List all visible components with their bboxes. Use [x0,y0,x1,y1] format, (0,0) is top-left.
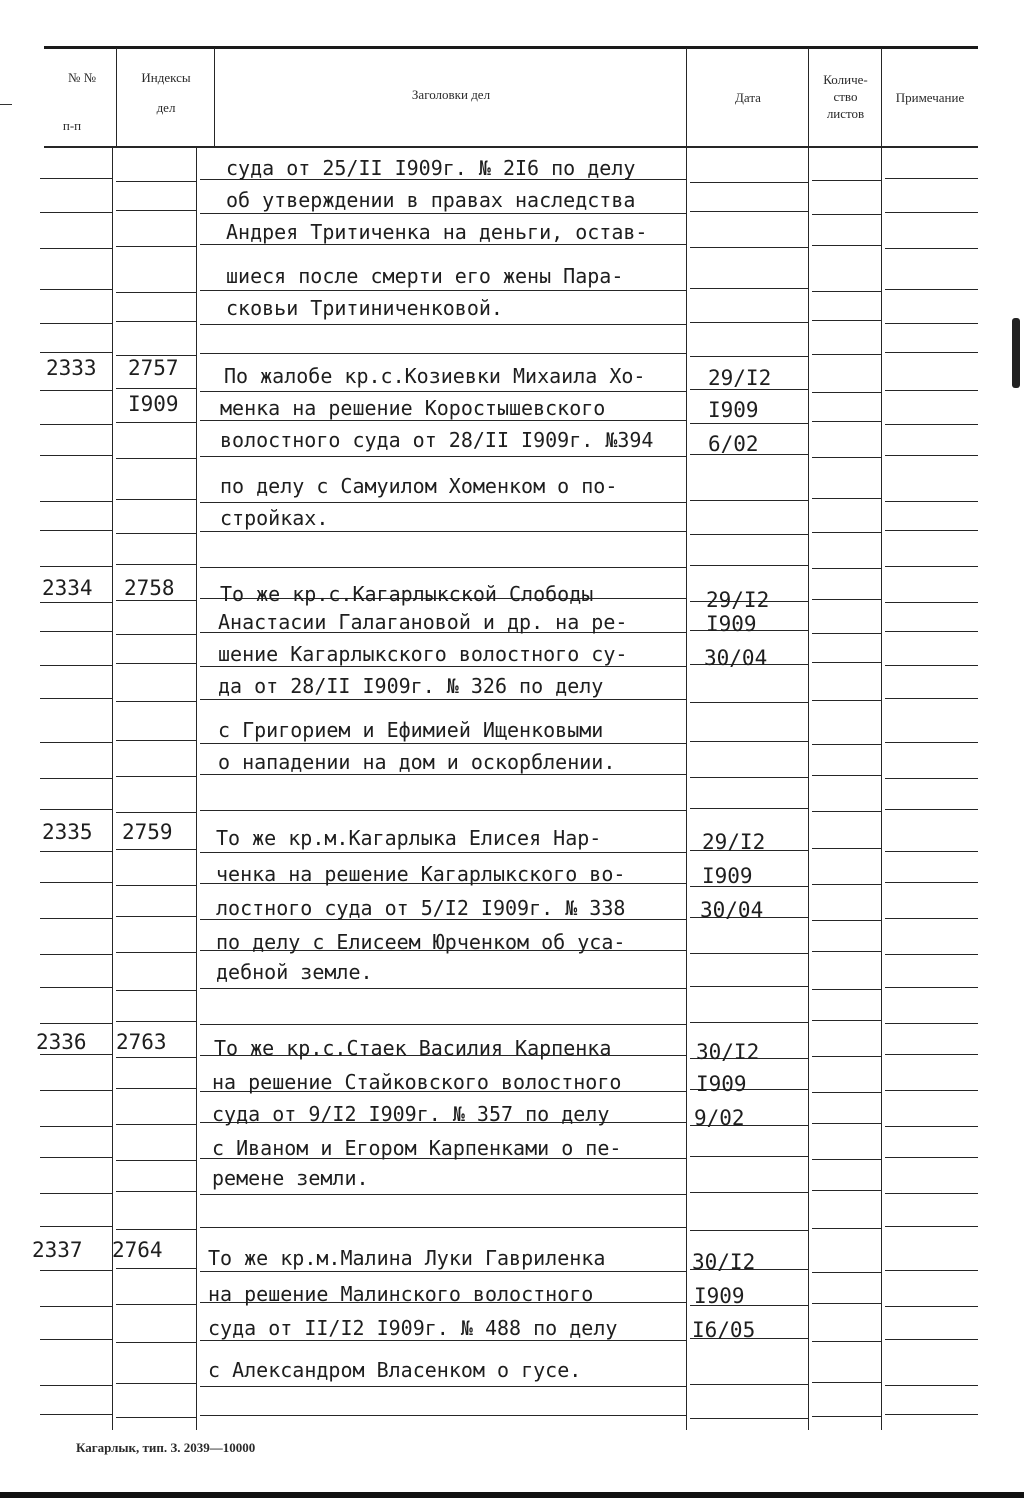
entry-title-line: Анастасии Галагановой и др. на ре- [218,610,628,634]
entry-date: 30/04 [704,646,768,670]
header-num-bottom: п-п [62,118,82,133]
ruled-line [885,1193,978,1194]
ruled-line [690,1230,808,1231]
entry-title-line: с Григорием и Ефимией Ищенковыми [218,718,604,742]
entry-title-line: суда от 9/I2 I909г. № 357 по делу [212,1102,610,1126]
ruled-line [116,564,196,565]
printer-imprint: Кагарлык, тип. З. 2039—10000 [76,1440,256,1455]
scan-edge [0,1492,1024,1498]
header-sep-1 [116,48,117,146]
ruled-line [200,1194,686,1195]
ruled-line [885,1270,978,1271]
entry-date: I909 [706,612,757,636]
ruled-line [116,458,196,459]
header-titles: Заголовки дел [411,87,491,102]
ruled-line [116,1088,196,1089]
ruled-line [690,1192,808,1193]
ruled-line [40,1306,112,1307]
ruled-line [116,1021,196,1022]
ruled-line [116,1342,196,1343]
ruled-line [812,744,881,745]
ruled-line [40,987,112,988]
ruled-line [116,663,196,664]
entry-title-line: менка на решение Коростышевского [220,396,606,420]
entry-index: 2758 [124,576,175,600]
header-sep-2 [214,48,215,146]
ruled-line [812,775,881,776]
ruled-line [690,741,808,742]
ruled-line [40,809,112,810]
ruled-line [812,245,881,246]
ruled-line [40,1414,112,1415]
ruled-line [116,388,196,389]
ruled-line [812,848,881,849]
ruled-line [40,882,112,883]
ruled-line [116,916,196,917]
ruled-line [690,986,808,987]
ruled-line [40,631,112,632]
entry-title-line: лостного суда от 5/I2 I909г. № 338 [216,896,626,920]
ruled-line [812,1092,881,1093]
header-bottom-rule [44,146,978,148]
ruled-line [690,1418,808,1419]
entry-title-line: ченка на решение Кагарлыкского во- [216,862,626,886]
ruled-line [116,1191,196,1192]
entry-number: 2334 [42,576,93,600]
header-count-1: Количе- [823,72,868,87]
ruled-line [40,1157,112,1158]
ruled-line [40,1023,112,1024]
ruled-line [40,455,112,456]
ruled-line [885,1023,978,1024]
entry-title-line: По жалобе кр.с.Козиевки Михаила Хо- [224,364,646,388]
ruled-line [812,532,881,533]
ruled-line [200,502,686,503]
ruled-line [200,531,686,532]
ruled-line [885,1385,978,1386]
ruled-line [812,568,881,569]
ruled-line [40,530,112,531]
ruled-line [200,391,686,392]
entry-number: 2333 [46,356,97,380]
ruled-line [812,498,881,499]
ruled-line [200,1386,686,1387]
continuation-line: сковьи Тритиниченковой. [226,296,503,320]
ruled-line [200,810,686,811]
ruled-line [690,356,808,357]
ruled-line [885,742,978,743]
ruled-line [885,212,978,213]
continuation-line: шиеся после смерти его жены Пара- [226,264,624,288]
ruled-line [812,291,881,292]
ruled-line [885,530,978,531]
ruled-line [200,774,686,775]
entry-index: 2763 [116,1030,167,1054]
ruled-line [812,1341,881,1342]
ruled-line [812,214,881,215]
entry-title-line: То же кр.с.Стаек Василия Карпенка [214,1036,612,1060]
ruled-line [690,808,808,809]
ruled-line [885,178,978,179]
entry-title-line: по делу с Самуилом Хоменком о по- [220,474,618,498]
entry-title-line: волостного суда от 28/II I909г. №394 [220,428,654,452]
ruled-line [40,742,112,743]
ruled-line [690,500,808,501]
ruled-line [690,182,808,183]
ruled-line [812,633,881,634]
entry-index: 2757 [128,356,179,380]
ruled-line [812,1382,881,1383]
entry-title-line: о нападении на дом и оскорблении. [218,750,616,774]
entry-index: 2764 [112,1238,163,1262]
ruled-line [885,352,978,353]
entry-date: I909 [702,864,753,888]
ruled-line [40,1385,112,1386]
ruled-line [200,666,686,667]
ruled-line [812,1056,881,1057]
entry-date: 29/I2 [702,830,766,854]
ruled-line [885,665,978,666]
ruled-line [116,1268,196,1269]
ruled-line [690,288,808,289]
ruled-line [885,954,978,955]
ruled-line [40,778,112,779]
ruled-line [200,1271,686,1272]
ruled-line [40,1090,112,1091]
ruled-line [40,1339,112,1340]
ruled-line [40,1054,112,1055]
ruled-line [885,1126,978,1127]
ruled-line [116,499,196,500]
ruled-line [200,420,686,421]
ruled-line [885,1306,978,1307]
ruled-line [116,849,196,850]
ruled-line [885,631,978,632]
header-sep-3 [686,48,687,146]
entry-title-line: шение Кагарлыкского волостного су- [218,642,628,666]
entry-title-line: суда от II/I2 I909г. № 488 по делу [208,1316,618,1340]
continuation-line: суда от 25/II I909г. № 2I6 по делу [226,156,636,180]
entry-title-line: стройках. [220,506,329,530]
ruled-line [885,1054,978,1055]
continuation-line: Андрея Тритиченка на деньги, остав- [226,220,648,244]
ruled-line [690,534,808,535]
entry-date: 30/04 [700,898,764,922]
ruled-line [812,1228,881,1229]
entry-date: I909 [696,1072,747,1096]
ruled-line [40,1226,112,1227]
binding-mark [1012,318,1020,388]
ruled-line [116,812,196,813]
ruled-line [200,1340,686,1341]
ruled-line [200,213,686,214]
ruled-line [812,951,881,952]
ruled-line [116,321,196,322]
ruled-line [116,740,196,741]
ruled-line [812,989,881,990]
entry-title-line: на решение Стайковского волостного [212,1070,622,1094]
ruled-line [885,602,978,603]
ruled-line [40,501,112,502]
ruled-line [812,421,881,422]
ruled-line [116,776,196,777]
body-sep-5 [881,148,882,1430]
ruled-line [885,987,978,988]
ruled-line [885,882,978,883]
entry-title-line: да от 28/II I909г. № 326 по делу [218,674,604,698]
ruled-line [116,422,196,423]
ruled-line [812,1159,881,1160]
entry-number: 2337 [32,1238,83,1262]
ruled-line [200,244,686,245]
entry-date: I6/05 [692,1318,756,1342]
header-sep-4 [808,48,809,146]
entry-title-line: на решение Малинского волостного [208,1282,594,1306]
entry-title-line: То же кр.м.Кагарлыка Елисея Нар- [216,826,602,850]
ruled-line [200,743,686,744]
ruled-line [116,1160,196,1161]
ruled-line [200,699,686,700]
ruled-line [200,353,686,354]
entry-date: I909 [694,1284,745,1308]
ruled-line [812,662,881,663]
ruled-line [40,352,112,353]
body-sep-4 [808,148,809,1430]
ruled-line [885,323,978,324]
ruled-line [812,884,881,885]
ruled-line [40,1126,112,1127]
ruled-line [200,988,686,989]
ruled-line [116,1304,196,1305]
ruled-line [812,1123,881,1124]
ruled-line [690,247,808,248]
body-sep-3 [686,148,687,1430]
ruled-line [812,320,881,321]
margin-mark [0,104,12,105]
ruled-line [885,1339,978,1340]
entry-title-line: по делу с Елисеем Юрченком об уса- [216,930,626,954]
entry-number: 2336 [36,1030,87,1054]
ruled-line [885,1414,978,1415]
ruled-line [885,1157,978,1158]
entry-title-line: дебной земле. [216,960,373,984]
ruled-line [40,602,112,603]
header-date: Дата [735,90,761,105]
entry-date: 9/02 [694,1106,745,1130]
entry-index-year: I909 [128,392,179,416]
ruled-line [812,392,881,393]
ruled-line [690,953,808,954]
top-rule [44,46,978,49]
ruled-line [116,181,196,182]
ruled-line [885,778,978,779]
entry-title-line: ремене земли. [212,1166,369,1190]
ruled-line [116,885,196,886]
ruled-line [885,248,978,249]
ruled-line [812,1303,881,1304]
entry-title-line: То же кр.с.Кагарлыкской Слободы [220,582,594,606]
ruled-line [40,1193,112,1194]
body-sep-2 [196,148,197,1430]
entry-date: 6/02 [708,432,759,456]
ruled-line [690,702,808,703]
ruled-line [812,1020,881,1021]
ruled-line [200,852,686,853]
ruled-line [885,566,978,567]
ruled-line [40,289,112,290]
ruled-line [690,1156,808,1157]
ruled-line [690,211,808,212]
entry-date: 30/I2 [696,1040,760,1064]
ruled-line [200,324,686,325]
ruled-line [40,390,112,391]
ruled-line [885,851,978,852]
ruled-line [812,180,881,181]
ruled-line [40,698,112,699]
ruled-line [116,1383,196,1384]
ruled-line [690,423,808,424]
ruled-line [885,390,978,391]
ruled-line [812,1190,881,1191]
ruled-line [116,246,196,247]
ruled-line [885,698,978,699]
ruled-line [116,1124,196,1125]
header-notes: Примечание [895,90,965,105]
entry-number: 2335 [42,820,93,844]
ruled-line [812,599,881,600]
ruled-line [200,567,686,568]
ruled-line [885,809,978,810]
ruled-line [690,565,808,566]
ruled-line [116,1057,196,1058]
ruled-line [116,533,196,534]
entry-date: 30/I2 [692,1250,756,1274]
ruled-line [812,1416,881,1417]
header-index-bottom: дел [156,100,176,115]
ruled-line [812,700,881,701]
ruled-line [885,455,978,456]
ruled-line [200,1227,686,1228]
ruled-line [40,954,112,955]
entry-index: 2759 [122,820,173,844]
ruled-line [690,1384,808,1385]
entry-title-line: с Иваном и Егором Карпенками о пе- [212,1136,622,1160]
ruled-line [40,566,112,567]
header-count-3: листов [826,106,865,121]
entry-date: 29/I2 [708,366,772,390]
ruled-line [200,456,686,457]
entry-date: I909 [708,398,759,422]
ruled-line [200,1415,686,1416]
entry-title-line: То же кр.м.Малина Луки Гавриленка [208,1246,606,1270]
ruled-line [40,248,112,249]
ruled-line [40,323,112,324]
ruled-line [116,600,196,601]
ruled-line [40,178,112,179]
ruled-line [200,290,686,291]
ruled-line [812,811,881,812]
ruled-line [885,918,978,919]
ruled-line [812,1272,881,1273]
ruled-line [116,210,196,211]
ruled-line [116,634,196,635]
ruled-line [116,952,196,953]
entry-title-line: с Александром Власенком о гусе. [208,1358,582,1382]
header-count-2: ство [833,89,858,104]
ruled-line [690,322,808,323]
ruled-line [885,289,978,290]
ruled-line [116,701,196,702]
ruled-line [885,501,978,502]
header-num-top: № № [67,70,97,85]
ruled-line [116,292,196,293]
ruled-line [885,1226,978,1227]
continuation-line: об утверждении в правах наследства [226,188,636,212]
ruled-line [40,1270,112,1271]
ruled-line [40,851,112,852]
ruled-line [812,457,881,458]
ruled-line [40,918,112,919]
ruled-line [40,665,112,666]
ruled-line [40,212,112,213]
header-index-top: Индексы [141,70,191,85]
ruled-line [116,1417,196,1418]
ruled-line [116,1229,196,1230]
ruled-line [40,424,112,425]
ruled-line [690,777,808,778]
ruled-line [200,1024,686,1025]
ruled-line [690,1022,808,1023]
entry-date: 29/I2 [706,588,770,612]
ruled-line [812,354,881,355]
ruled-line [885,424,978,425]
ruled-line [885,1090,978,1091]
ruled-line [812,920,881,921]
ruled-line [116,990,196,991]
